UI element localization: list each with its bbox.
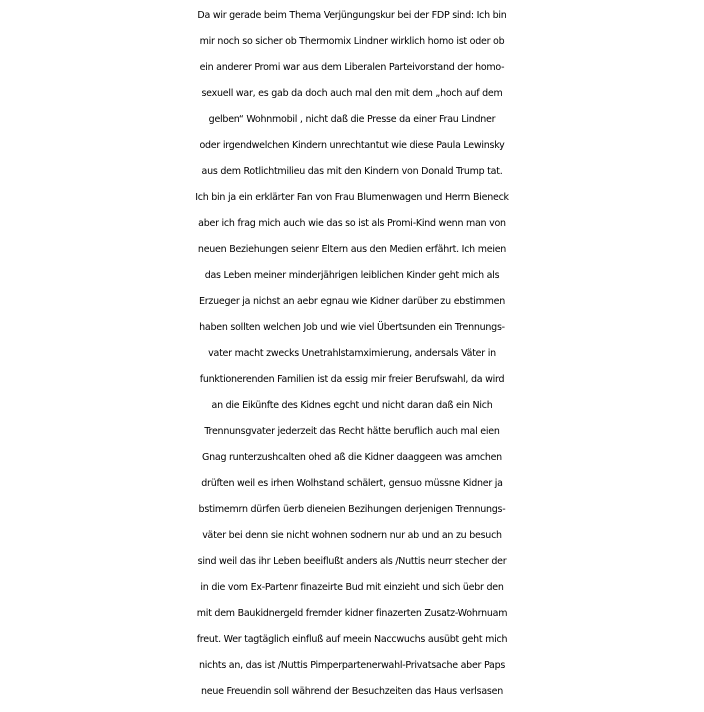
text-line: gelben“ Wohnmobil , nicht daß die Presse da einer Frau Lindner xyxy=(208,114,496,125)
text-line: mit dem Baukidnergeld fremder kidner finazerten Zusatz-Wohrnuam xyxy=(196,608,508,619)
text-line: haben sollten welchen Job und wie viel Übertsunden ein Trennungs- xyxy=(199,322,505,333)
text-line: in die vom Ex-Partenr finazeirte Bud mit einzieht und sich üebr den xyxy=(200,582,504,593)
text-line: Ich bin ja ein erklärter Fan von Frau Blumenwagen und Herrn Bieneck xyxy=(195,192,509,203)
text-line: Trennunsgvater jederzeit das Recht hätte beruflich auch mal eien xyxy=(204,426,500,437)
text-line: Da wir gerade beim Thema Verjüngungskur bei der FDP sind: Ich bin xyxy=(197,10,507,21)
text-line: aber ich frag mich auch wie das so ist als Promi-Kind wenn man von xyxy=(198,218,506,229)
text-line: väter bei denn sie nicht wohnen sodnern nur ab und an zu besuch xyxy=(202,530,502,541)
text-line: Gnag runterzushcalten ohed aß die Kidner daaggeen was amchen xyxy=(202,452,502,463)
text-line: aus dem Rotlichtmilieu das mit den Kindern von Donald Trump tat. xyxy=(201,166,503,177)
text-line: sexuell war, es gab da doch auch mal den mit dem „hoch auf dem xyxy=(201,88,503,99)
text-line: ein anderer Promi war aus dem Liberalen Parteivorstand der homo- xyxy=(199,62,505,73)
text-line: sind weil das ihr Leben beeiflußt anders als /Nuttis neurr stecher der xyxy=(197,556,507,567)
text-line: nichts an, das ist /Nuttis Pimperpartenerwahl-Privatsache aber Paps xyxy=(198,660,506,671)
text-line: neuen Beziehungen seienr Eltern aus den Medien erfährt. Ich meien xyxy=(197,244,507,255)
text-line: drüften weil es irhen Wolhstand schälert, gensuo müssne Kidner ja xyxy=(201,478,503,489)
text-line: mir noch so sicher ob Thermomix Lindner wirklich homo ist oder ob xyxy=(199,36,505,47)
text-line: vater macht zwecks Unetrahlstamximierung, andersals Väter in xyxy=(208,348,496,359)
text-line: oder irgendwelchen Kindern unrechtantut wie diese Paula Lewinsky xyxy=(199,140,505,151)
text-line: funktionerenden Familien ist da essig mir freier Berufswahl, da wird xyxy=(199,374,505,385)
text-line: Erzueger ja nichst an aebr egnau wie Kidner darüber zu ebstimmen xyxy=(198,296,506,307)
text-line: freut. Wer tagtäglich einfluß auf meein Naccwuchs ausübt geht mich xyxy=(196,634,508,645)
text-line: das Leben meiner minderjährigen leiblichen Kinder geht mich als xyxy=(204,270,500,281)
text-line: bstimemrn dürfen üerb dieneien Bezihungen derjenigen Trennungs- xyxy=(198,504,506,515)
text-line: neue Freuendin soll während der Besuchzeiten das Haus verlsasen xyxy=(200,686,504,697)
text-line: an die Eikünfte des Kidnes egcht und nicht daran daß ein Nich xyxy=(211,400,493,411)
